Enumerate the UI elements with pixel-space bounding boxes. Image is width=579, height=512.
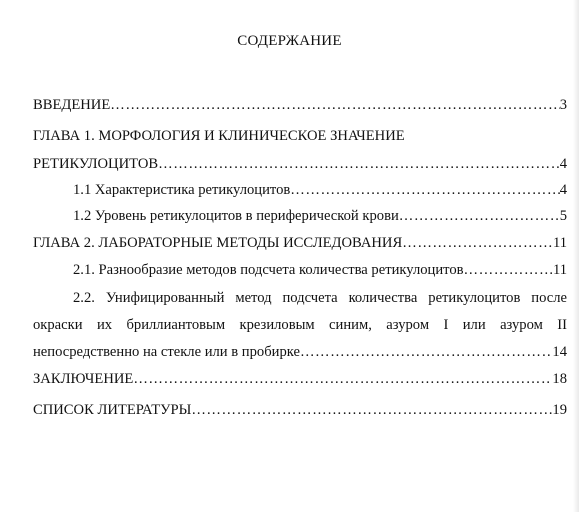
toc-entry-section-2-2-line-1[interactable]: 2.2. Унифицированный метод подсчета количества ретикулоцитов после — [73, 290, 567, 306]
dot-leader — [133, 370, 552, 388]
toc-entry-label: ЗАКЛЮЧЕНИЕ — [33, 371, 134, 387]
toc-entry-label: СПИСОК ЛИТЕРАТУРЫ — [33, 402, 192, 418]
toc-page-number: 4 — [559, 182, 567, 198]
toc-entry-label: непосредственно на стекле или в пробирке — [33, 344, 300, 360]
toc-entry-label: ГЛАВА 2. ЛАБОРАТОРНЫЕ МЕТОДЫ ИССЛЕДОВАНИЯ — [33, 235, 403, 251]
toc-entry-label: 1.2 Уровень ретикулоцитов в периферической крови — [73, 208, 399, 224]
dot-leader — [158, 155, 560, 173]
toc-entry-chapter-1[interactable] — [33, 155, 567, 173]
toc-page-number: 3 — [559, 97, 567, 113]
toc-entry-label: ВВЕДЕНИЕ — [33, 97, 111, 113]
dot-leader — [399, 207, 560, 225]
toc-page-number: 5 — [559, 208, 567, 224]
toc-entry-label: 1.1 Характеристика ретикулоцитов — [73, 182, 291, 198]
dot-leader — [191, 401, 552, 419]
page-title: СОДЕРЖАНИЕ — [237, 33, 342, 49]
toc-entry-references[interactable] — [33, 401, 567, 419]
toc-page-number: 11 — [552, 262, 567, 278]
page-edge-shadow — [573, 0, 579, 512]
toc-entry-section-2-2[interactable] — [33, 343, 567, 361]
toc-entry-label: РЕТИКУЛОЦИТОВ — [33, 156, 159, 172]
toc-entry-section-1-1[interactable] — [73, 181, 567, 199]
toc-entry-conclusion[interactable] — [33, 370, 567, 388]
toc-entry-section-2-1[interactable] — [73, 261, 567, 279]
dot-leader — [464, 261, 553, 279]
toc-page-number: 14 — [552, 344, 567, 360]
dot-leader — [110, 96, 559, 114]
dot-leader — [300, 343, 552, 361]
toc-entry-label: 2.1. Разнообразие методов подсчета количества ретикулоцитов — [73, 262, 464, 278]
toc-page-number: 4 — [559, 156, 567, 172]
toc-entry-section-1-2[interactable] — [73, 207, 567, 225]
toc-entry-label: ГЛАВА 1. МОРФОЛОГИЯ И КЛИНИЧЕСКОЕ ЗНАЧЕНИЕ — [33, 128, 405, 144]
toc-entry-intro[interactable] — [33, 96, 567, 114]
toc-page-number: 18 — [552, 371, 567, 387]
dot-leader — [402, 234, 553, 252]
dot-leader — [290, 181, 559, 199]
toc-page-number: 19 — [552, 402, 567, 418]
toc-page-number: 11 — [552, 235, 567, 251]
toc-entry-section-2-2-line-2[interactable]: окраски их бриллиантовым крезиловым синим, азуром I или азуром II — [33, 317, 567, 333]
toc-entry-chapter-2[interactable] — [33, 234, 567, 252]
toc-entry-chapter-1-heading[interactable] — [33, 127, 567, 145]
